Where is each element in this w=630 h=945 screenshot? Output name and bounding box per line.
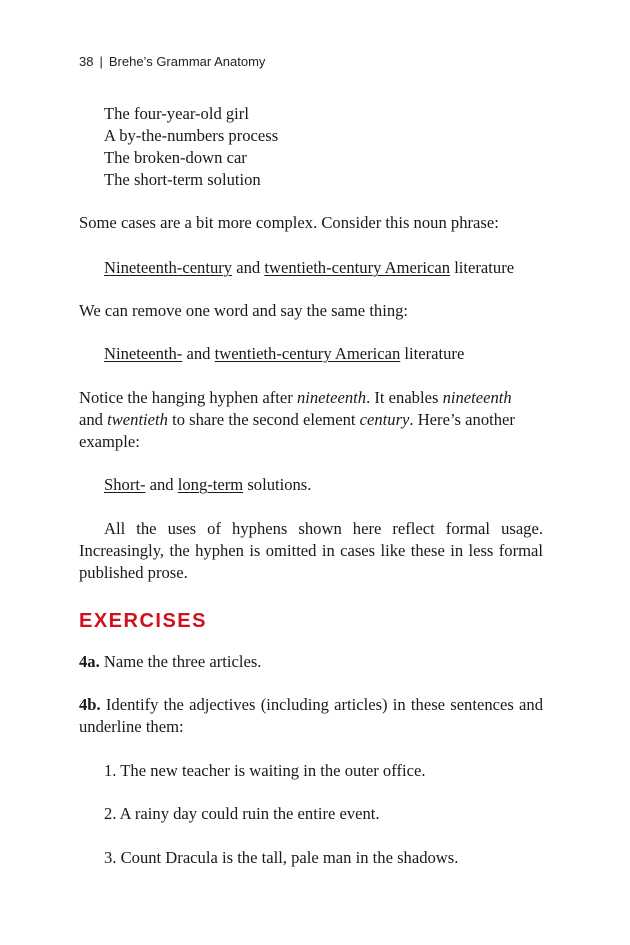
paragraph-formal: All the uses of hyphens shown here reflect formal usage. Increasingly, the hyphen is omitted in cases like these in less formal published prose. (79, 519, 543, 582)
example-phrase-3: Short- and long-term solutions. (104, 475, 312, 494)
example-list-1: The four-year-old girl (104, 104, 249, 123)
example-list-3: The broken-down car (104, 148, 247, 167)
underlined-phrase: long-term (177, 475, 244, 494)
example-list-2: A by-the-numbers process (104, 126, 279, 145)
underlined-phrase: twentieth-century American (214, 344, 401, 363)
exercise-4b: 4b. Identify the adjectives (including articles) in these sentences and underline them: (79, 695, 543, 736)
exercise-4a: 4a. Name the three articles. (79, 652, 262, 671)
exercise-label: 4a. (79, 652, 100, 671)
example-list-4: The short-term solution (104, 170, 261, 189)
underlined-phrase: Nineteenth- (104, 344, 183, 363)
underlined-phrase: Short- (104, 475, 146, 494)
paragraph-complex: Some cases are a bit more complex. Consider this noun phrase: (79, 213, 499, 232)
example-phrase-2: Nineteenth- and twentieth-century American literature (104, 344, 465, 363)
page-number: 38 (79, 54, 94, 69)
example-phrase-1: Nineteenth-century and twentieth-century American literature (104, 258, 515, 277)
exercise-label: 4b. (79, 695, 101, 714)
exercise-item-3: 3. Count Dracula is the tall, pale man in the shadows. (104, 848, 459, 867)
header-separator: | (99, 54, 103, 69)
exercise-item-2: 2. A rainy day could ruin the entire event. (104, 804, 380, 823)
underlined-phrase: Nineteenth-century (104, 258, 233, 277)
running-header (79, 54, 265, 69)
underlined-phrase: twentieth-century American (264, 258, 451, 277)
paragraph-remove: We can remove one word and say the same thing: (79, 301, 409, 320)
exercises-heading: EXERCISES (79, 610, 207, 632)
exercise-item-1: 1. The new teacher is waiting in the outer office. (104, 761, 426, 780)
book-title: Brehe’s Grammar Anatomy (108, 54, 266, 69)
